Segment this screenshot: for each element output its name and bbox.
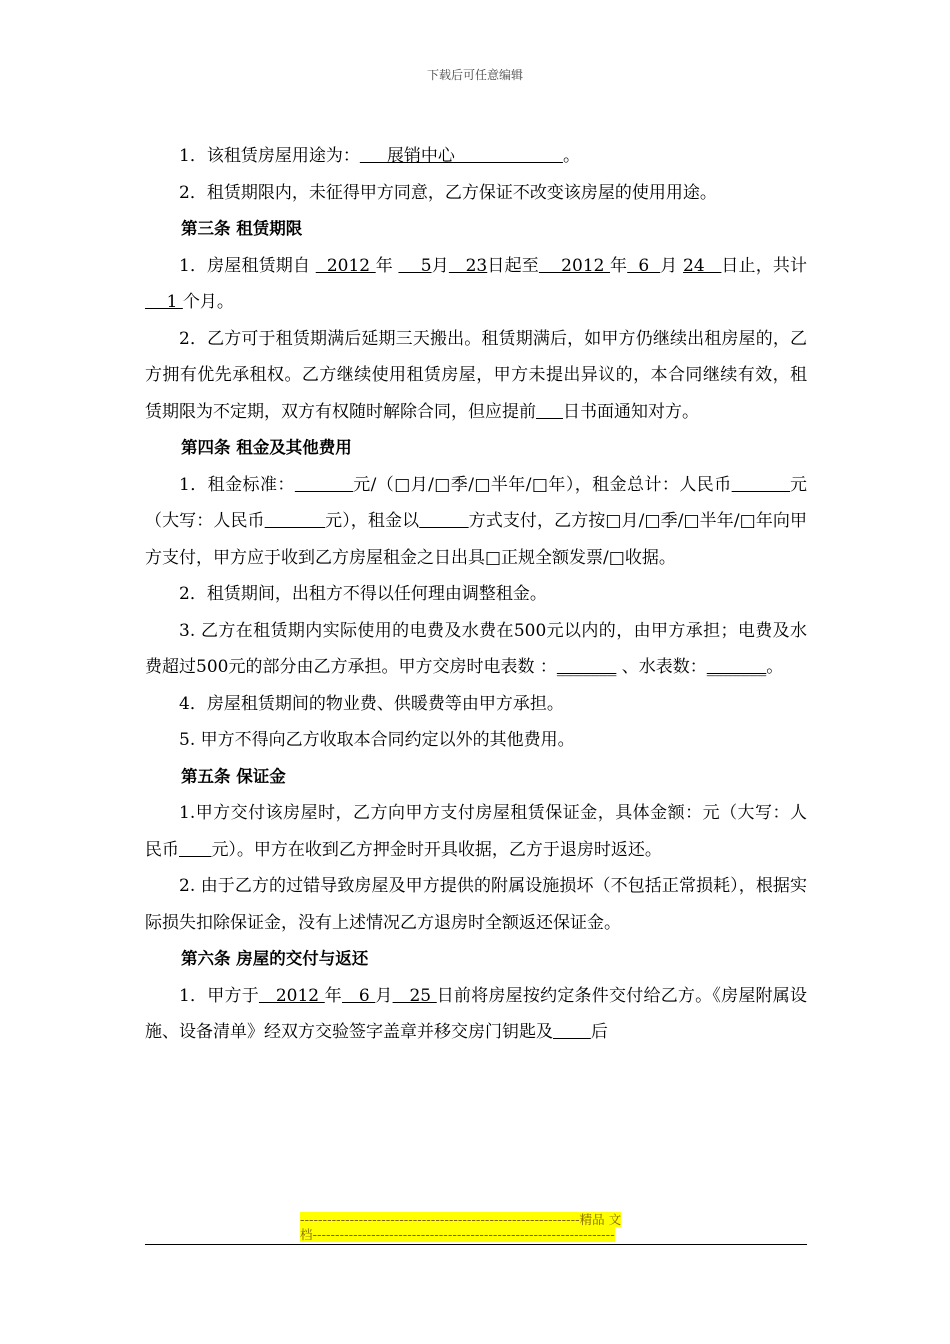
footer-line-1: --------------------------------------------------------------精品 文 (300, 1212, 622, 1227)
paragraph-usage-change: 2．租赁期限内，未征得甲方同意，乙方保证不改变该房屋的使用用途。 (179, 182, 717, 203)
paragraph-rent-standard: 1．租金标准： 元/（□月/□季/□半年/□年），租金总计：人民币 元（大写：人民币 元），租金以 方式支付，乙方按□月/□季/□半年/□年向甲方支付，甲方应于收到乙方房屋租金之日出具□正规全额发票/□收据。 (145, 474, 808, 568)
blank-usage: 展销中心 (359, 146, 563, 166)
section-heading-5: 第五条 保证金 (181, 766, 286, 786)
section-heading-4: 第四条 租金及其他费用 (181, 438, 352, 457)
section-heading-6: 第六条 房屋的交付与返还 (181, 949, 369, 968)
paragraph-lease-extension: 2．乙方可于租赁期满后延期三天搬出。租赁期满后，如甲方仍继续出租房屋的，乙方拥有优先承租权。乙方继续使用租赁房屋，甲方未提出异议的，本合同继续有效，租赁期限为不定期，双方有权随时解除合同，但应提前 日书面通知对方。 (145, 328, 807, 422)
footer-line-2: 档------------------------------------------------------------------- (300, 1227, 615, 1242)
page-header: 下载后可任意编辑 (426, 68, 523, 82)
document-body (145, 138, 807, 1051)
paragraph-lease-term: 1．房屋租赁期自 2012 年 5月 23日起至 2012 年 6 月 24 日止，共计 1 个月。 (145, 255, 808, 312)
paragraph-usage: 1．该租赁房屋用途为： 展销中心 。 (179, 146, 580, 166)
paragraph-property-fees: 4．房屋租赁期间的物业费、供暖费等由甲方承担。 (179, 693, 564, 714)
paragraph-deposit: 1.甲方交付该房屋时，乙方向甲方支付房屋租赁保证金，具体金额：元（大写：人民币 元）。甲方在收到乙方押金时开具收据，乙方于退房时返还。 (145, 803, 807, 860)
paragraph-utilities: 3. 乙方在租赁期内实际使用的电费及水费在500元以内的，由甲方承担；电费及水费超过500元的部分由乙方承担。甲方交房时电表数 ：_______ 、水表数：_______。 (145, 620, 807, 677)
paragraph-deposit-deduction: 2. 由于乙方的过错导致房屋及甲方提供的附属设施损坏（不包括正常损耗），根据实际损失扣除保证金，没有上述情况乙方退房时全额返还保证金。 (145, 876, 807, 933)
footer-rule (145, 1244, 807, 1245)
section-heading-3: 第三条 租赁期限 (181, 219, 303, 238)
footer-watermark (300, 1212, 650, 1242)
paragraph-other-fees: 5. 甲方不得向乙方收取本合同约定以外的其他费用。 (179, 730, 575, 750)
paragraph-handover: 1．甲方于 2012 年 6 月 25 日前将房屋按约定条件交付给乙方。《房屋附属设施、设备清单》经双方交验签字盖章并移交房门钥匙及 后 (145, 985, 808, 1042)
paragraph-rent-adjust: 2．租赁期间，出租方不得以任何理由调整租金。 (179, 584, 547, 604)
